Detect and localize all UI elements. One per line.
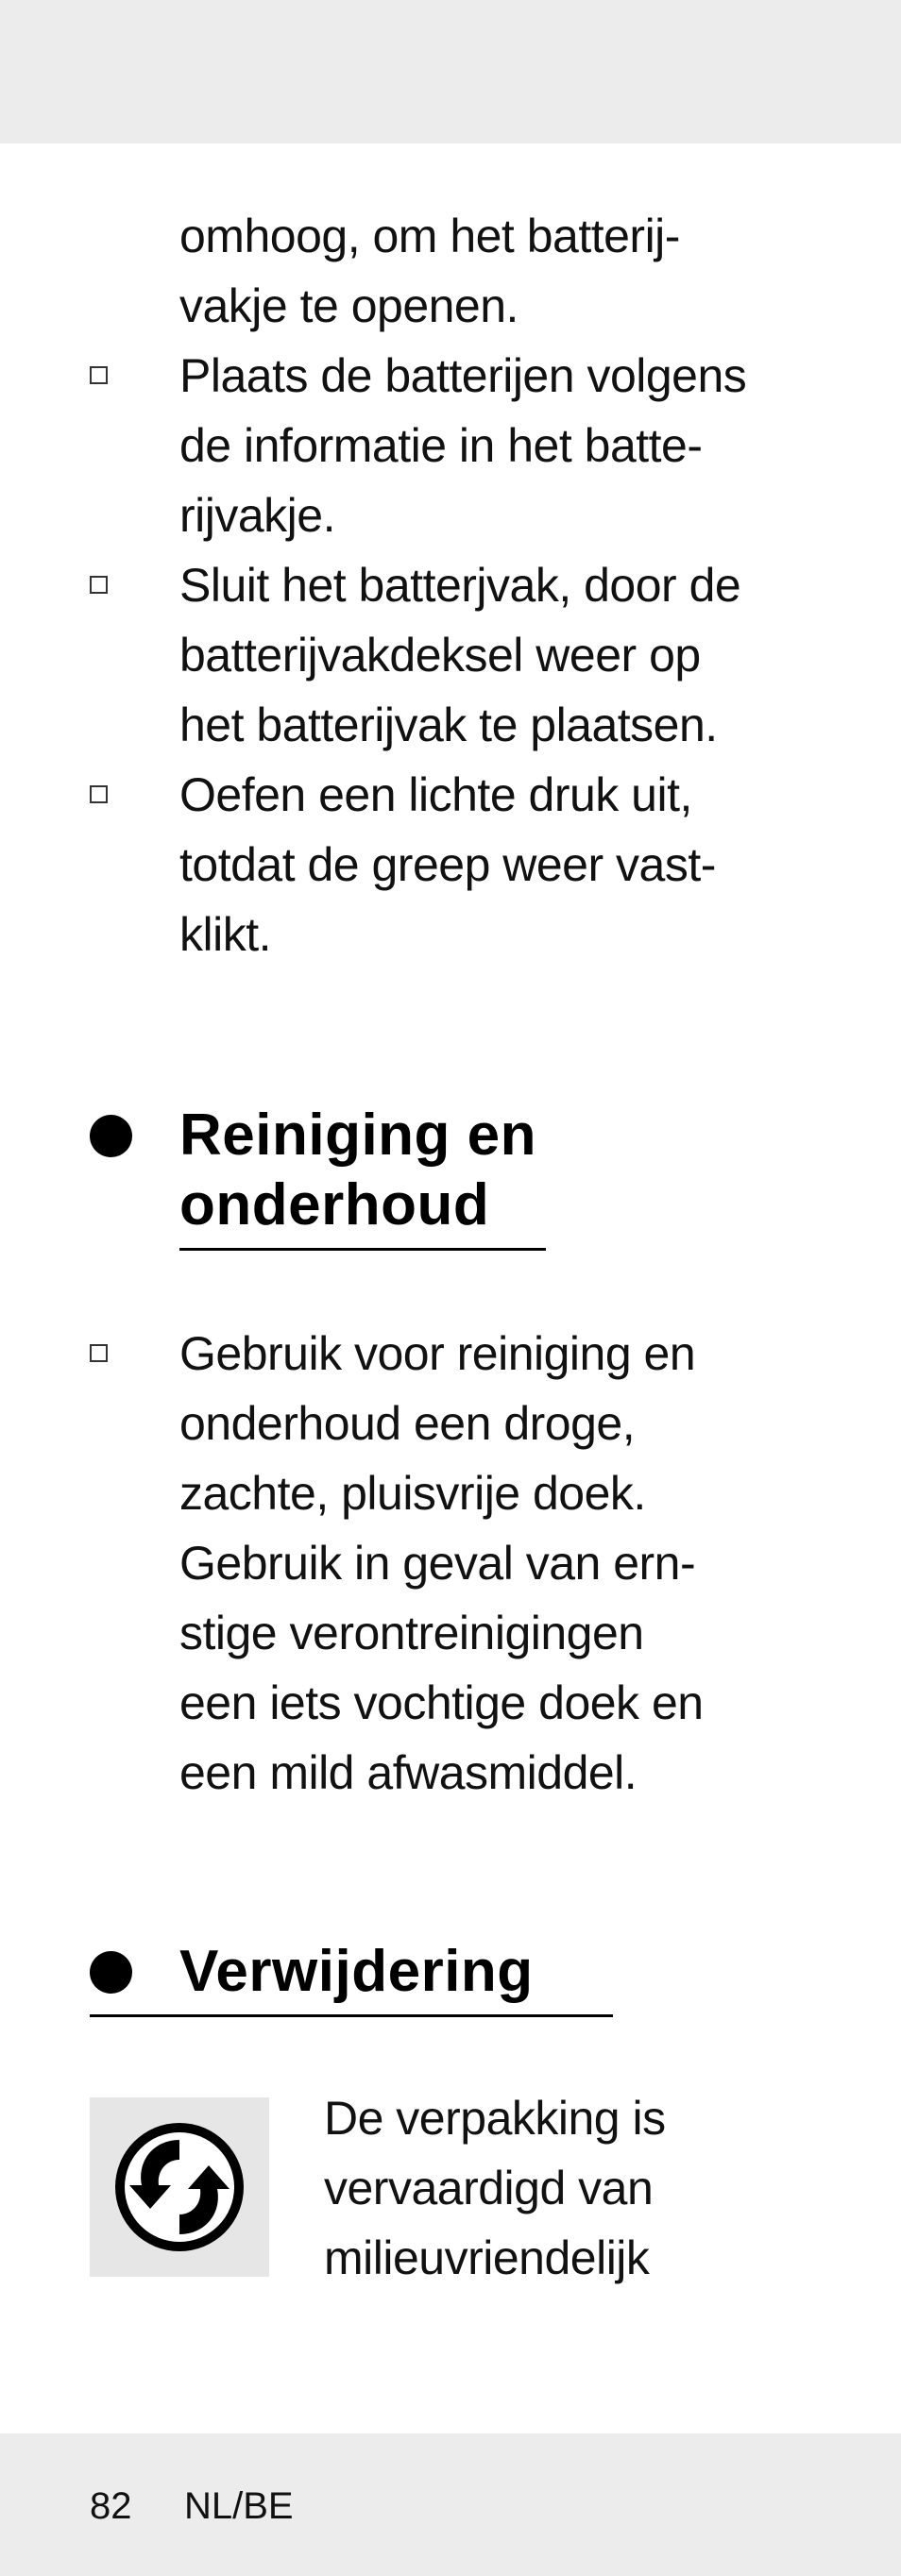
text-line: Plaats de batterijen volgens xyxy=(179,349,747,402)
text-line: onderhoud een droge, xyxy=(179,1397,636,1450)
text-line: stige verontreinigingen xyxy=(179,1607,644,1659)
text-line: het batterijvak te plaatsen. xyxy=(179,699,718,751)
heading-underline xyxy=(90,2014,613,2017)
text-line: Gebruik in geval van ern- xyxy=(179,1537,696,1590)
section-heading-disposal xyxy=(179,1937,534,2007)
text-line: totdat de greep weer vast- xyxy=(179,838,716,891)
step-continued-text xyxy=(179,201,784,341)
cleaning-instruction xyxy=(179,1319,784,1808)
text-line: klikt. xyxy=(179,908,271,961)
disposal-text xyxy=(324,2083,853,2293)
page-number: 82 xyxy=(90,2485,132,2527)
section-heading-cleaning xyxy=(179,1101,536,1240)
green-dot-recycling-icon xyxy=(90,2097,269,2277)
text-line: de informatie in het batte- xyxy=(179,419,703,472)
checkbox-bullet xyxy=(90,576,108,594)
text-line: vakje te openen. xyxy=(179,279,518,332)
step-item xyxy=(179,550,784,760)
text-line: vervaardigd van xyxy=(324,2162,654,2214)
locale-label: NL/BE xyxy=(184,2485,294,2527)
text-line: Oefen een lichte druk uit, xyxy=(179,768,692,821)
text-line: Sluit het batterjvak, door de xyxy=(179,559,741,612)
text-line: Gebruik voor reiniging en xyxy=(179,1327,696,1380)
checkbox-bullet xyxy=(90,366,108,384)
checkbox-bullet xyxy=(90,1344,108,1362)
text-line: milieuvriendelijk xyxy=(324,2231,650,2284)
top-band xyxy=(0,0,901,143)
step-item xyxy=(179,341,784,550)
text-line: zachte, pluisvrije doek. xyxy=(179,1467,646,1520)
text-line: een iets vochtige doek en xyxy=(179,1676,704,1729)
footer-band xyxy=(0,2433,901,2576)
section-bullet xyxy=(90,1115,132,1157)
section-bullet xyxy=(90,1951,132,1994)
checkbox-bullet xyxy=(90,785,108,803)
text-line: omhoog, om het batterij- xyxy=(179,210,680,262)
step-item xyxy=(179,760,784,969)
heading-underline xyxy=(179,1248,546,1251)
heading-line: Verwijdering xyxy=(179,1939,534,2004)
text-line: rijvakje. xyxy=(179,489,335,542)
heading-line: onderhoud xyxy=(179,1172,490,1237)
text-line: De verpakking is xyxy=(324,2092,666,2145)
text-line: batterijvakdeksel weer op xyxy=(179,629,701,682)
recycling-symbol-svg xyxy=(90,2097,269,2277)
heading-line: Reiniging en xyxy=(179,1103,536,1168)
text-line: een mild afwasmiddel. xyxy=(179,1746,638,1799)
